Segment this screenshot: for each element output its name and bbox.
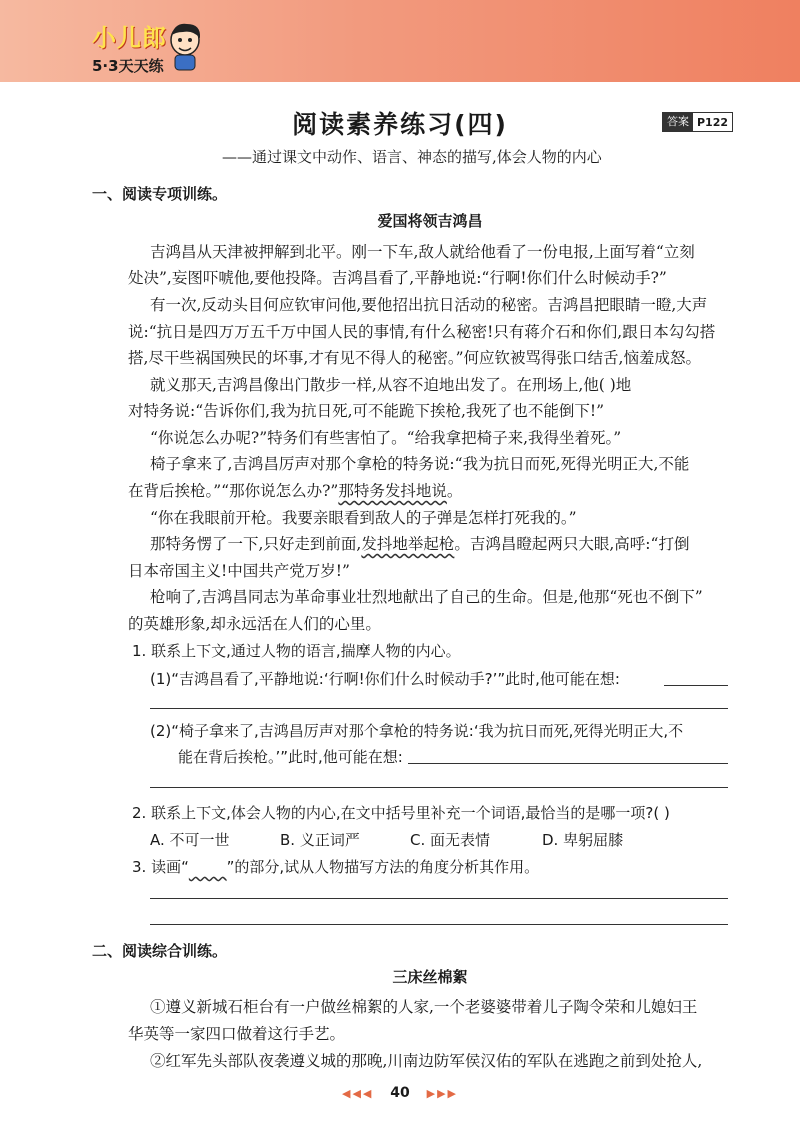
article1-title: 爱国将领吉鸿昌 xyxy=(377,212,483,230)
question-2: 2. 联系上下文,体会人物的内心,在文中括号里补充一个词语,最恰当的是哪一项?( ) xyxy=(132,804,670,822)
option-c[interactable]: C. 面无表情 xyxy=(410,831,491,849)
passage-line: 说:“抗日是四万万五千万中国人民的事情,有什么秘密!只有蒋介石和你们,跟日本勾勾搭 xyxy=(128,323,716,341)
option-a[interactable]: A. 不可一世 xyxy=(150,831,230,849)
passage-text: 。吉鸿昌瞪起两只大眼,高呼:“打倒 xyxy=(454,535,690,553)
passage-line: ①遵义新城石柜台有一户做丝棉絮的人家,一个老婆婆带着儿子陶令荣和儿媳妇王 xyxy=(150,998,698,1016)
question-3-text: 3. 读画“ xyxy=(132,858,189,876)
passage-line xyxy=(150,532,689,554)
series-name: 5·3天天练 xyxy=(92,57,164,75)
arrows-right-icon: ▶▶▶ xyxy=(426,1087,458,1100)
brand-logo xyxy=(92,18,167,76)
passage-line: 日本帝国主义!中国共产党万岁!” xyxy=(128,562,350,580)
question-1-2: (2)“椅子拿来了,吉鸿昌厉声对那个拿枪的特务说:‘我为抗日而死,死得光明正大,不 xyxy=(150,722,684,740)
question-1-1: (1)“吉鸿昌看了,平静地说:‘行啊!你们什么时候动手?’”此时,他可能在想: xyxy=(150,670,620,688)
section1-heading: 一、阅读专项训练。 xyxy=(92,185,228,203)
passage-line: ②红军先头部队夜袭遵义城的那晚,川南边防军侯汉佑的军队在逃跑之前到处抢人, xyxy=(150,1052,703,1070)
brand-name: 小儿郎 xyxy=(92,24,167,52)
answer-line[interactable] xyxy=(150,898,728,899)
question-1-2-cont: 能在背后挨枪。’”此时,他可能在想: xyxy=(178,748,403,766)
answer-line[interactable] xyxy=(408,763,728,764)
wavy-underlined-text: 发抖地举起枪 xyxy=(361,535,455,553)
page-number: 40 xyxy=(390,1085,410,1101)
passage-line: 的英雄形象,却永远活在人们的心里。 xyxy=(128,615,381,633)
option-d[interactable]: D. 卑躬屈膝 xyxy=(542,831,624,849)
option-b[interactable]: B. 义正词严 xyxy=(280,831,360,849)
passage-line: 就义那天,吉鸿昌像出门散步一样,从容不迫地出发了。在刑场上,他( )地 xyxy=(150,376,632,394)
passage-line: 有一次,反动头目何应钦审问他,要他招出抗日活动的秘密。吉鸿昌把眼睛一瞪,大声 xyxy=(150,296,708,314)
mascot-icon xyxy=(163,20,207,72)
answer-label: 答案 xyxy=(663,113,693,131)
page-subtitle: ——通过课文中动作、语言、神态的描写,体会人物的内心 xyxy=(222,148,602,166)
passage-line: “你在我眼前开枪。我要亲眼看到敌人的子弹是怎样打死我的。” xyxy=(150,509,577,527)
question-3 xyxy=(132,856,539,877)
passage-line: “你说怎么办呢?”特务们有些害怕了。“给我拿把椅子来,我得坐着死。” xyxy=(150,429,622,447)
section2-heading: 二、阅读综合训练。 xyxy=(92,942,228,960)
answer-line[interactable] xyxy=(664,685,728,686)
passage-line: 在背后挨枪。”“那你说怎么办?”那特务发抖地说。 xyxy=(128,482,463,500)
passage-line: 处决”,妄图吓唬他,要他投降。吉鸿昌看了,平静地说:“行啊!你们什么时候动手?” xyxy=(128,269,667,287)
question-3-text: ”的部分,试从人物描写方法的角度分析其作用。 xyxy=(226,858,540,876)
answer-page: P122 xyxy=(697,115,729,129)
passage-line: 椅子拿来了,吉鸿昌厉声对那个拿枪的特务说:“我为抗日而死,死得光明正大,不能 xyxy=(150,455,690,473)
passage-line: 搭,尽干些祸国殃民的坏事,才有见不得人的秘密。”何应钦被骂得张口结舌,恼羞成怒。 xyxy=(128,349,701,367)
passage-line: 对特务说:“告诉你们,我为抗日死,可不能跪下挨枪,我死了也不能倒下!” xyxy=(128,402,605,420)
answer-reference-tag xyxy=(662,112,733,132)
page-title: 阅读素养练习(四) xyxy=(292,110,508,139)
passage-line: 枪响了,吉鸿昌同志为革命事业壮烈地献出了自己的生命。但是,他那“死也不倒下” xyxy=(150,588,703,606)
passage-text: 在背后挨枪。”“那你说怎么办?” xyxy=(128,482,339,500)
answer-line[interactable] xyxy=(150,924,728,925)
wavy-mark xyxy=(189,858,227,876)
wavy-underlined-text: 那特务发抖地说 xyxy=(338,482,447,500)
passage-line: 吉鸿昌从天津被押解到北平。刚一下车,敌人就给他看了一份电报,上面写着“立刻 xyxy=(150,243,695,261)
passage-text: 那特务愣了一下,只好走到前面, xyxy=(150,535,362,553)
question-1: 1. 联系上下文,通过人物的语言,揣摩人物的内心。 xyxy=(132,642,461,660)
arrows-left-icon: ◀◀◀ xyxy=(341,1087,374,1100)
article2-title: 三床丝棉絮 xyxy=(392,968,468,986)
answer-line[interactable] xyxy=(150,708,728,709)
page-footer xyxy=(0,1085,800,1101)
passage-line: 华英等一家四口做着这行手艺。 xyxy=(128,1025,346,1043)
answer-line[interactable] xyxy=(150,787,728,788)
